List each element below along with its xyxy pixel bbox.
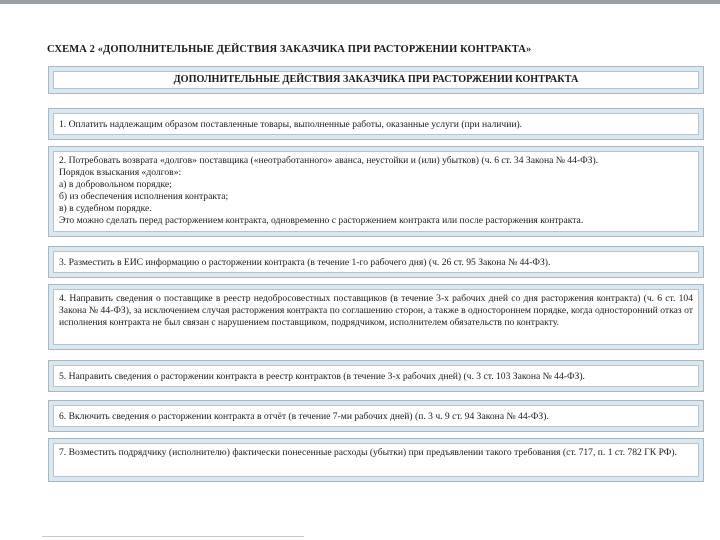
top-border-bar (0, 0, 720, 4)
action-text-1: 1. Оплатить надлежащим образом поставленные товары, выполненные работы, оказанные услуги (при наличии). (53, 113, 699, 135)
action-2-line-1: 2. Потребовать возврата «долгов» поставщика («неотработанного» аванса, неустойки и (или) убытков) (ч. 6 ст. 34 Закона № 44-ФЗ). (59, 155, 599, 166)
action-text-7: 7. Возместить подрядчику (исполнителю) фактически понесенные расходы (убытки) при предъявлении такого требования (ст. 717, п. 1 ст. 782 ГК РФ). (53, 443, 699, 477)
action-box-1 (48, 108, 704, 140)
footer-divider (42, 536, 304, 537)
action-text-6: 6. Включить сведения о расторжении контракта в отчёт (в течение 7-ми рабочих дней) (п. 3 ч. 9 ст. 94 Закона № 44-ФЗ). (53, 405, 699, 427)
scheme-title: СХЕМА 2 «ДОПОЛНИТЕЛЬНЫЕ ДЕЙСТВИЯ ЗАКАЗЧИКА ПРИ РАСТОРЖЕНИИ КОНТРАКТА» (47, 44, 532, 55)
header-label: ДОПОЛНИТЕЛЬНЫЕ ДЕЙСТВИЯ ЗАКАЗЧИКА ПРИ РАСТОРЖЕНИИ КОНТРАКТА (53, 71, 699, 89)
action-2-line-2: Порядок взыскания «долгов»: (59, 167, 182, 178)
action-box-7 (48, 438, 704, 482)
action-2-line-6: Это можно сделать перед расторжением контракта, одновременно с расторжением контракта или после расторжения контракта. (59, 215, 584, 226)
action-box-5 (48, 360, 704, 392)
header-box (48, 66, 704, 94)
action-box-4 (48, 284, 704, 350)
action-2-line-4: б) из обеспечения исполнения контракта; (59, 191, 229, 202)
action-box-3 (48, 246, 704, 278)
action-2-line-5: в) в судебном порядке. (59, 203, 152, 214)
action-block-2 (53, 151, 699, 232)
action-text-5: 5. Направить сведения о расторжении контракта в реестр контрактов (в течение 3-х рабочих дней) (ч. 3 ст. 103 Закона № 44-ФЗ). (53, 365, 699, 387)
action-text-4: 4. Направить сведения о поставщике в реестр недобросовестных поставщиков (в течение 3-х рабочих дней со дня расторжения контракта) (ч. 6 ст. 104 Закона № 44-ФЗ), за исключением случая расторжения контракта по соглашению сторон, а также в одностороннем порядке, когда односторонний отказ от исполнения контракта не был связан с нарушением поставщиком, подрядчиком, исполнителем обязательств по контракту. (53, 289, 699, 345)
action-text-3: 3. Разместить в ЕИС информацию о расторжении контракта (в течение 1-го рабочего дня) (ч. 26 ст. 95 Закона № 44-ФЗ). (53, 251, 699, 273)
action-2-line-3: а) в добровольном порядке; (59, 179, 172, 190)
action-box-2 (48, 146, 704, 237)
action-box-6 (48, 400, 704, 432)
